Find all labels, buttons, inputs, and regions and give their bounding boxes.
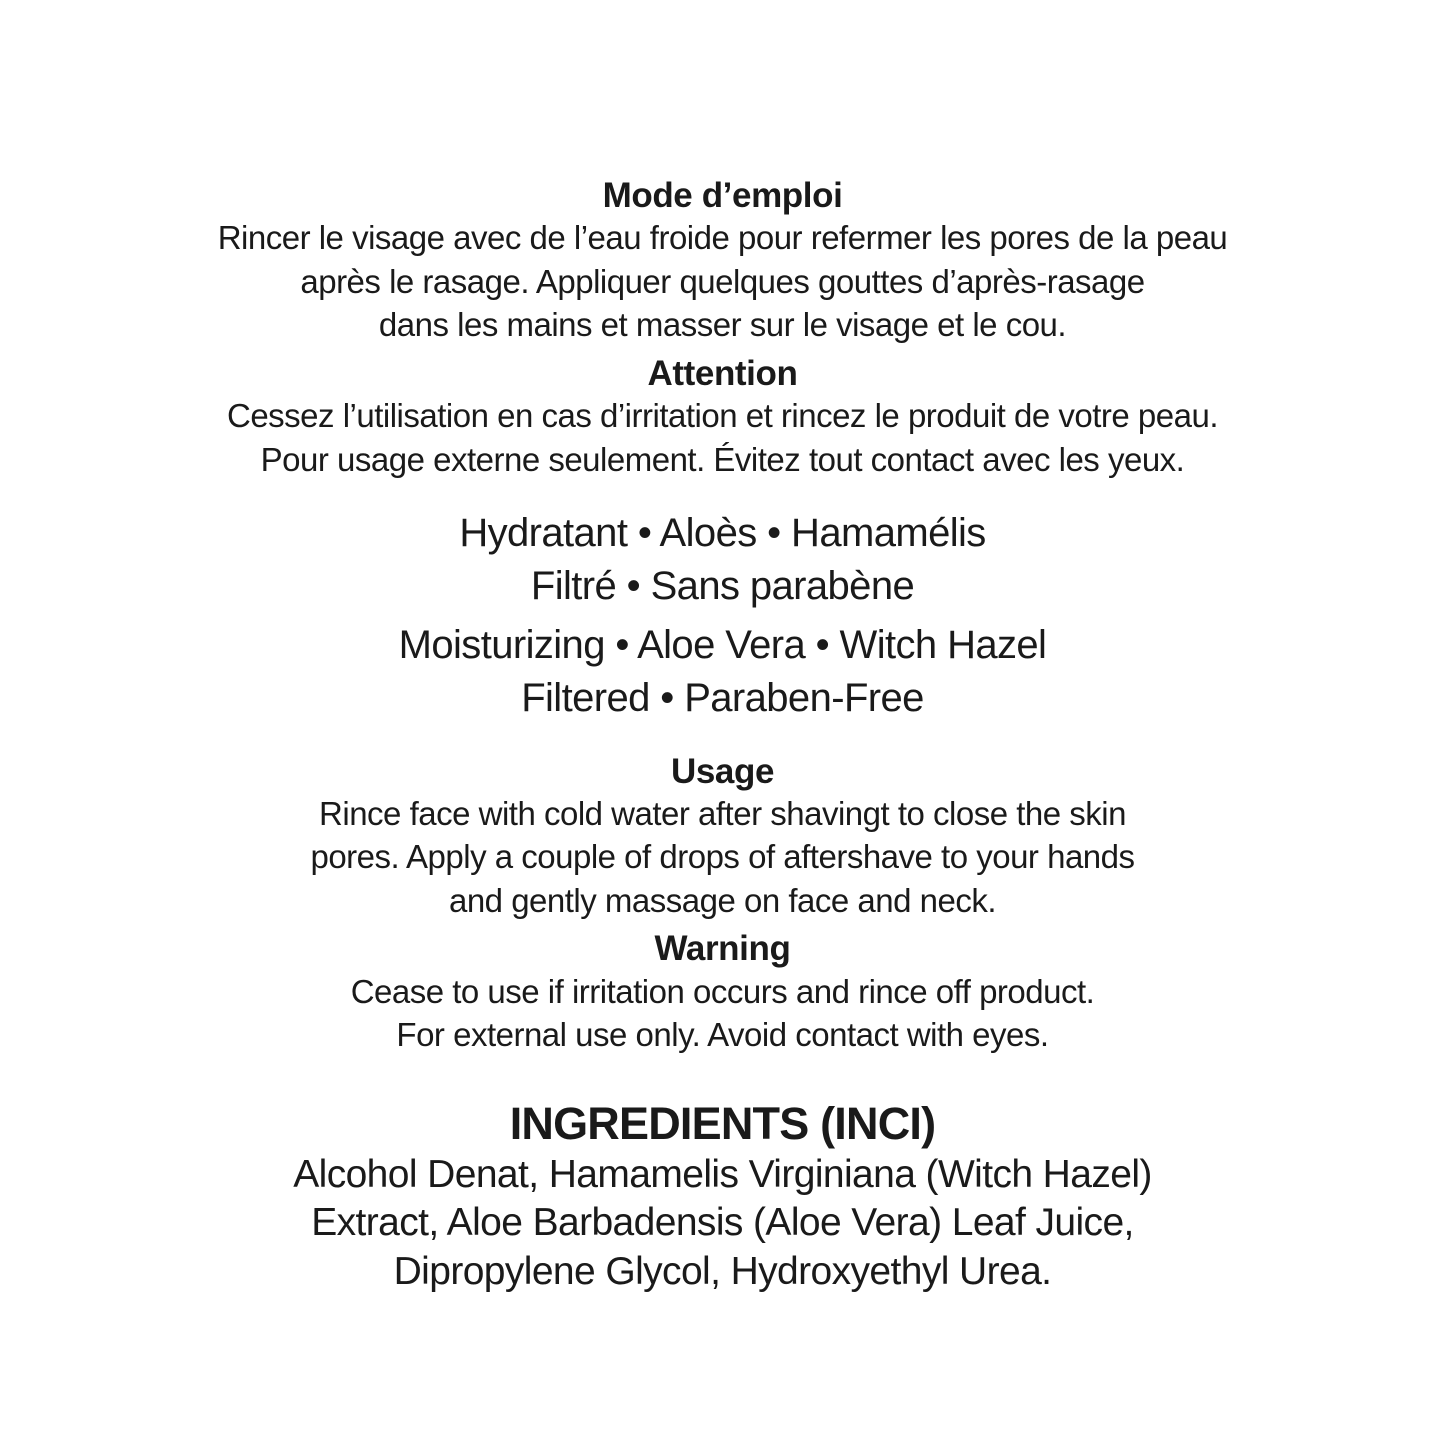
warning-line-1: Cease to use if irritation occurs and rince off product. bbox=[350, 972, 1095, 1010]
mode-demploi-line-2: après le rasage. Appliquer quelques gouttes d’après-rasage bbox=[300, 262, 1145, 300]
features-english-line-2: Filtered • Paraben-Free bbox=[521, 675, 924, 720]
mode-demploi-heading: Mode d’emploi bbox=[602, 176, 843, 215]
attention-line-1: Cessez l’utilisation en cas d’irritation et rincez le produit de votre peau. bbox=[226, 397, 1219, 435]
usage-body bbox=[310, 792, 1134, 923]
features-french-line-1: Hydratant • Aloès • Hamamélis bbox=[459, 511, 986, 556]
warning-line-2: For external use only. Avoid contact with eyes. bbox=[396, 1016, 1049, 1054]
section-warning bbox=[110, 928, 1335, 1056]
ingredients-line-2: Extract, Aloe Barbadensis (Aloe Vera) Leaf Juice, bbox=[311, 1201, 1134, 1245]
warning-heading: Warning bbox=[654, 929, 791, 969]
usage-line-1: Rince face with cold water after shavingt to close the skin bbox=[319, 794, 1126, 832]
features-french-line-2: Filtré • Sans parabène bbox=[530, 564, 915, 609]
ingredients-line-1: Alcohol Denat, Hamamelis Virginiana (Witch Hazel) bbox=[293, 1152, 1152, 1196]
section-mode-demploi bbox=[110, 175, 1335, 347]
attention-heading: Attention bbox=[647, 353, 798, 393]
features-french bbox=[110, 507, 1335, 613]
mode-demploi-body bbox=[218, 216, 1228, 347]
section-ingredients bbox=[110, 1097, 1335, 1296]
features-english-text bbox=[399, 619, 1047, 725]
features-english bbox=[110, 619, 1335, 725]
ingredients-heading: INGREDIENTS (INCI) bbox=[509, 1097, 936, 1149]
usage-line-3: and gently massage on face and neck. bbox=[448, 881, 997, 919]
attention-line-2: Pour usage externe seulement. Évitez tout contact avec les yeux. bbox=[260, 440, 1185, 478]
features-english-line-1: Moisturizing • Aloe Vera • Witch Hazel bbox=[398, 622, 1047, 667]
usage-heading: Usage bbox=[670, 751, 775, 791]
section-usage bbox=[110, 751, 1335, 923]
mode-demploi-line-1: Rincer le visage avec de l’eau froide pour refermer les pores de la peau bbox=[217, 219, 1228, 257]
ingredients-body bbox=[293, 1151, 1152, 1296]
usage-line-2: pores. Apply a couple of drops of aftershave to your hands bbox=[310, 838, 1135, 876]
ingredients-line-3: Dipropylene Glycol, Hydroxyethyl Urea. bbox=[393, 1249, 1052, 1293]
features-french-text bbox=[459, 507, 985, 613]
mode-demploi-line-3: dans les mains et masser sur le visage et le cou. bbox=[378, 306, 1067, 344]
section-attention bbox=[110, 353, 1335, 481]
warning-body bbox=[351, 970, 1095, 1057]
attention-body bbox=[227, 394, 1218, 481]
